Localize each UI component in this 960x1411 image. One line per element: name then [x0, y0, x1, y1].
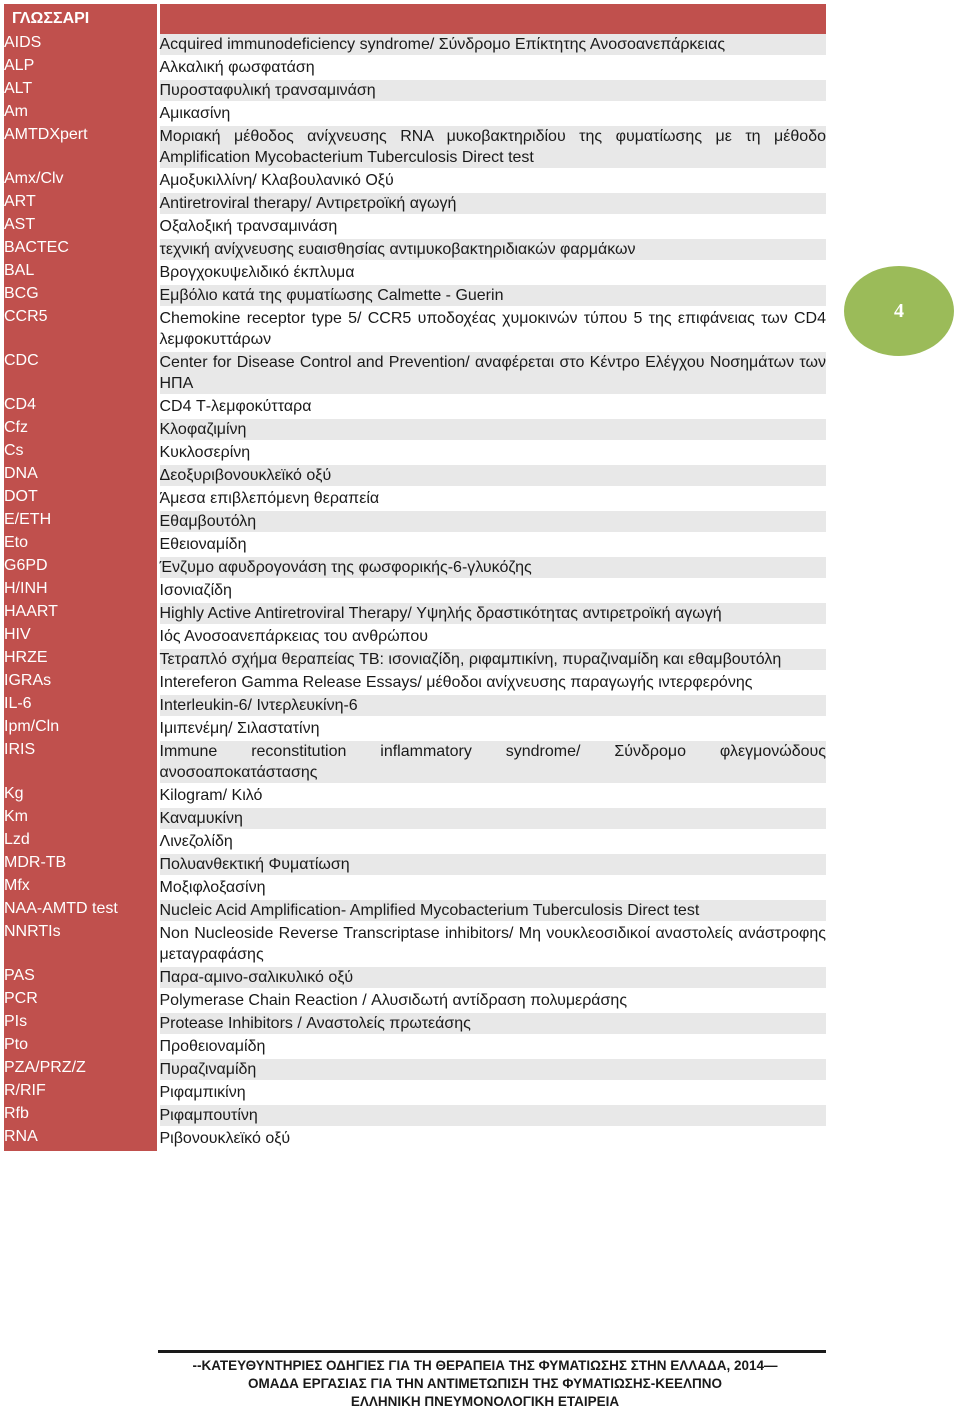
glossary-definition: Polymerase Chain Reaction / Αλυσιδωτή αντίδραση πολυμεράσης	[158, 990, 826, 1011]
glossary-row	[4, 193, 826, 214]
glossary-abbreviation: CD4	[4, 396, 158, 417]
glossary-definition: Interleukin-6/ Ιντερλευκίνη-6	[158, 695, 826, 716]
glossary-header-blank	[158, 4, 826, 34]
glossary-row	[4, 1036, 826, 1057]
glossary-definition: Πυροσταφυλική τρανσαμινάση	[158, 80, 826, 101]
glossary-abbreviation: HRZE	[4, 649, 158, 670]
glossary-abbreviation: NAA-AMTD test	[4, 900, 158, 921]
glossary-definition: Ισονιαζίδη	[158, 580, 826, 601]
glossary-definition: Καναμυκίνη	[158, 808, 826, 829]
glossary-row	[4, 785, 826, 806]
glossary-definition: Intereferon Gamma Release Essays/ μέθοδοι ανίχνευσης παραγωγής ιντερφερόνης	[158, 672, 826, 693]
glossary-abbreviation: ALP	[4, 57, 158, 78]
glossary-row	[4, 1013, 826, 1034]
glossary-abbreviation: PCR	[4, 990, 158, 1011]
glossary-row	[4, 126, 826, 168]
glossary-row	[4, 57, 826, 78]
glossary-abbreviation: G6PD	[4, 557, 158, 578]
glossary-row	[4, 216, 826, 237]
glossary-definition: Παρα-αμινο-σαλικυλικό οξύ	[158, 967, 826, 988]
glossary-row	[4, 649, 826, 670]
glossary-abbreviation: HIV	[4, 626, 158, 647]
glossary-abbreviation: E/ETH	[4, 511, 158, 532]
glossary-abbreviation: DOT	[4, 488, 158, 509]
glossary-row	[4, 1059, 826, 1080]
glossary-row	[4, 626, 826, 647]
glossary-title: ΓΛΩΣΣΑΡΙ	[4, 4, 158, 34]
glossary-abbreviation: Cs	[4, 442, 158, 463]
glossary-definition: Πολυανθεκτική Φυματίωση	[158, 854, 826, 875]
page-footer	[140, 1357, 830, 1411]
glossary-definition: Μοριακή μέθοδος ανίχνευσης RNA μυκοβακτηριδίου της φυματίωσης με τη μέθοδο Amplification Mycobacterium Tuberculosis Direct test	[159, 128, 826, 166]
glossary-definition: Οξαλοξική τρανσαμινάση	[158, 216, 826, 237]
glossary-abbreviation: Cfz	[4, 419, 158, 440]
glossary-definition: Non Nucleoside Reverse Transcriptase inhibitors/ Μη νουκλεοσιδικοί αναστολείς ανάστροφης μεταγραφάσης	[159, 925, 826, 963]
glossary-definition: Κυκλοσερίνη	[158, 442, 826, 463]
glossary-header-row	[4, 4, 826, 34]
glossary-definition: Βρογχοκυψελιδικό έκπλυμα	[158, 262, 826, 283]
glossary-definition: Nucleic Acid Amplification- Amplified Mycobacterium Tuberculosis Direct test	[158, 900, 826, 921]
glossary-row	[4, 442, 826, 463]
glossary-row	[4, 831, 826, 852]
glossary-abbreviation: Pto	[4, 1036, 158, 1057]
glossary-row	[4, 1082, 826, 1103]
glossary-abbreviation: PZA/PRZ/Z	[4, 1059, 158, 1080]
glossary-row	[4, 580, 826, 601]
glossary-definition: Acquired immunodeficiency syndrome/ Σύνδρομο Επίκτητης Ανοσοανεπάρκειας	[158, 34, 826, 55]
glossary-definition: Center for Disease Control and Prevention/ αναφέρεται στο Κέντρο Ελέγχου Νοσημάτων των ΗΠΑ	[159, 354, 826, 392]
glossary-definition: Protease Inhibitors / Αναστολείς πρωτεάσης	[158, 1013, 826, 1034]
glossary-abbreviation: BCG	[4, 285, 158, 306]
glossary-abbreviation: Rfb	[4, 1105, 158, 1126]
glossary-row	[4, 808, 826, 829]
glossary-row	[4, 990, 826, 1011]
glossary-row	[4, 672, 826, 693]
glossary-abbreviation: CCR5	[4, 308, 158, 350]
glossary-abbreviation: PAS	[4, 967, 158, 988]
glossary-row	[4, 695, 826, 716]
glossary-abbreviation: H/INH	[4, 580, 158, 601]
glossary-body	[4, 4, 826, 1151]
glossary-definition: Antiretroviral therapy/ Αντιρετροϊκή αγωγή	[158, 193, 826, 214]
glossary-definition: Άμεσα επιβλεπόμενη θεραπεία	[158, 488, 826, 509]
glossary-abbreviation: BAL	[4, 262, 158, 283]
glossary-definition: τεχνική ανίχνευσης ευαισθησίας αντιμυκοβακτηριδιακών φαρμάκων	[158, 239, 826, 260]
glossary-row	[4, 718, 826, 739]
glossary-definition: Εθαμβουτόλη	[158, 511, 826, 532]
glossary-definition: Αμοξυκιλλίνη/ Κλαβουλανικό Οξύ	[158, 170, 826, 191]
glossary-abbreviation: ALT	[4, 80, 158, 101]
glossary-abbreviation: IGRAs	[4, 672, 158, 693]
glossary-abbreviation: AMTDXpert	[4, 126, 158, 168]
glossary-abbreviation: Amx/Clv	[4, 170, 158, 191]
glossary-abbreviation: ART	[4, 193, 158, 214]
glossary-abbreviation: IRIS	[4, 741, 158, 783]
page-number-badge: 4	[844, 266, 954, 356]
table-bottom-rule	[158, 1350, 826, 1353]
glossary-row	[4, 923, 826, 965]
glossary-row	[4, 1105, 826, 1126]
glossary-definition: Highly Active Antiretroviral Therapy/ Υψηλής δραστικότητας αντιρετροϊκή αγωγή	[158, 603, 826, 624]
glossary-row	[4, 262, 826, 283]
glossary-definition: Chemokine receptor type 5/ CCR5 υποδοχέας χυμοκινών τύπου 5 της επιφάνειας των CD4 λεμφοκυττάρων	[159, 310, 826, 348]
glossary-row	[4, 557, 826, 578]
glossary-row	[4, 854, 826, 875]
glossary-definition: Εθειοναμίδη	[158, 534, 826, 555]
glossary-definition: Προθειοναμίδη	[158, 1036, 826, 1057]
glossary-abbreviation: R/RIF	[4, 1082, 158, 1103]
glossary-abbreviation: Lzd	[4, 831, 158, 852]
glossary-abbreviation: Am	[4, 103, 158, 124]
glossary-row	[4, 285, 826, 306]
glossary-definition: Αμικασίνη	[158, 103, 826, 124]
glossary-row	[4, 488, 826, 509]
footer-line-1: --ΚΑΤΕΥΘΥΝΤΗΡΙΕΣ ΟΔΗΓΙΕΣ ΓΙΑ ΤΗ ΘΕΡΑΠΕΙΑ ΤΗΣ ΦΥΜΑΤΙΩΣΗΣ ΣΤΗΝ ΕΛΛΑΔΑ, 2014—	[192, 1358, 778, 1373]
glossary-abbreviation: PIs	[4, 1013, 158, 1034]
glossary-abbreviation: NNRTIs	[4, 923, 158, 965]
glossary-definition: Kilogram/ Κιλό	[158, 785, 826, 806]
glossary-row	[4, 80, 826, 101]
glossary-abbreviation: Eto	[4, 534, 158, 555]
glossary-definition: CD4 Τ-λεμφοκύτταρα	[158, 396, 826, 417]
glossary-row	[4, 396, 826, 417]
glossary-row	[4, 34, 826, 55]
glossary-row	[4, 170, 826, 191]
glossary-abbreviation: MDR-TB	[4, 854, 158, 875]
glossary-definition: Δεοξυριβονουκλεϊκό οξύ	[158, 465, 826, 486]
glossary-abbreviation: HAART	[4, 603, 158, 624]
glossary-row	[4, 419, 826, 440]
glossary-abbreviation: IL-6	[4, 695, 158, 716]
glossary-abbreviation: AIDS	[4, 34, 158, 55]
glossary-abbreviation: Mfx	[4, 877, 158, 898]
glossary-definition: Immune reconstitution inflammatory syndrome/ Σύνδρομο φλεγμονώδους ανοσοαποκατάστασης	[159, 743, 826, 781]
glossary-row	[4, 534, 826, 555]
glossary-row	[4, 967, 826, 988]
glossary-row	[4, 877, 826, 898]
glossary-abbreviation: AST	[4, 216, 158, 237]
glossary-abbreviation: RNA	[4, 1128, 158, 1149]
glossary-abbreviation: DNA	[4, 465, 158, 486]
glossary-definition: Μοξιφλοξασίνη	[158, 877, 826, 898]
glossary-row	[4, 103, 826, 124]
row-spacer	[4, 1149, 826, 1151]
glossary-definition: Εμβόλιο κατά της φυματίωσης Calmette - Guerin	[158, 285, 826, 306]
glossary-definition: Λινεζολίδη	[158, 831, 826, 852]
glossary-abbreviation: Km	[4, 808, 158, 829]
glossary-definition: Ιμιπενέμη/ Σιλαστατίνη	[158, 718, 826, 739]
glossary-abbreviation: Kg	[4, 785, 158, 806]
glossary-row	[4, 308, 826, 350]
glossary-row	[4, 900, 826, 921]
glossary-abbreviation: BACTEC	[4, 239, 158, 260]
glossary-definition: Πυραζιναμίδη	[158, 1059, 826, 1080]
glossary-row	[4, 465, 826, 486]
glossary-definition: Τετραπλό σχήμα θεραπείας TB: ισονιαζίδη, ριφαμπικίνη, πυραζιναμίδη και εθαμβουτόλη	[158, 649, 826, 670]
glossary-row	[4, 239, 826, 260]
footer-line-2: ΟΜΑΔΑ ΕΡΓΑΣΙΑΣ ΓΙΑ ΤΗΝ ΑΝΤΙΜΕΤΩΠΙΣΗ ΤΗΣ ΦΥΜΑΤΙΩΣΗΣ-ΚΕΕΛΠΝΟ	[247, 1376, 723, 1391]
glossary-definition: Ριφαμπουτίνη	[158, 1105, 826, 1126]
footer-line-3: ΕΛΛΗΝΙΚΗ ΠΝΕΥΜΟΝΟΛΟΓΙΚΗ ΕΤΑΙΡΕΙΑ	[350, 1394, 620, 1409]
glossary-definition: Ριβονουκλεϊκό οξύ	[158, 1128, 826, 1149]
glossary-abbreviation: CDC	[4, 352, 158, 394]
glossary-row	[4, 511, 826, 532]
glossary-definition: Ιός Ανοσοανεπάρκειας του ανθρώπου	[158, 626, 826, 647]
glossary-abbreviation: Ipm/Cln	[4, 718, 158, 739]
glossary-definition: Ένζυμο αφυδρογονάση της φωσφορικής-6-γλυκόζης	[158, 557, 826, 578]
glossary-row	[4, 603, 826, 624]
glossary-table	[4, 4, 826, 1151]
glossary-row	[4, 1128, 826, 1149]
glossary-row	[4, 352, 826, 394]
glossary-definition: Ριφαμπικίνη	[158, 1082, 826, 1103]
glossary-definition: Αλκαλική φωσφατάση	[158, 57, 826, 78]
glossary-row	[4, 741, 826, 783]
glossary-definition: Κλοφαζιμίνη	[158, 419, 826, 440]
